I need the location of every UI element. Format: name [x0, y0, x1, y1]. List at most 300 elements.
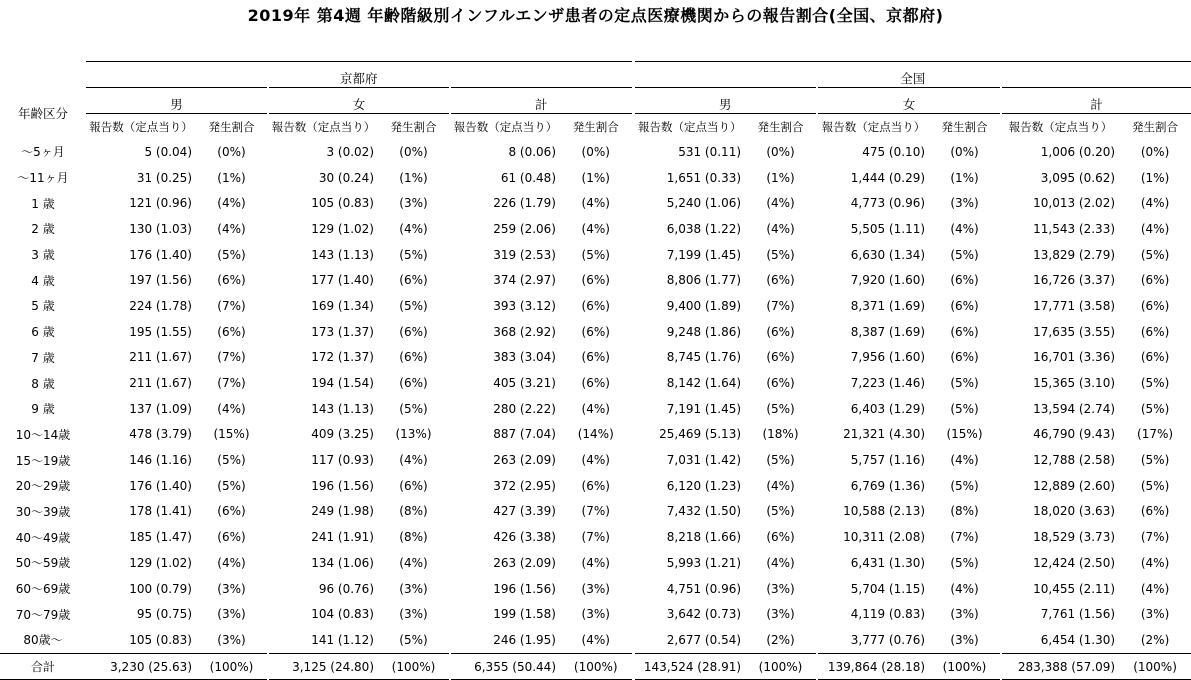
national-female-pct-cell: (5%): [950, 376, 979, 391]
kyoto-male-pct-cell: (3%): [217, 632, 246, 647]
kyoto-male-count-cell: 146 (1.16): [129, 453, 192, 468]
table-row: [0, 242, 1191, 268]
age-header-spacer: [0, 62, 86, 88]
national-female-count-cell: 6,403 (1.29): [817, 396, 929, 422]
national-male-pct-cell: (100%): [745, 653, 817, 680]
kyoto-male-count-cell: 176 (1.40): [129, 478, 192, 493]
kyoto-female-count-cell: 177 (1.40): [268, 267, 378, 293]
table-row: [0, 165, 1191, 191]
kyoto-male-pct-cell: (4%): [217, 221, 246, 236]
kyoto-female-pct-cell: (4%): [399, 453, 428, 468]
national-male-count-cell: 3,642 (0.73): [633, 601, 745, 627]
age-cell: ～5ヶ月: [21, 145, 65, 160]
kyoto-female-count-cell: 105 (0.83): [268, 190, 378, 216]
national-total-count-cell: 13,829 (2.79): [1001, 242, 1119, 268]
national-total-pct-cell: (5%): [1140, 453, 1170, 468]
national-male-pct-cell: (5%): [766, 453, 795, 468]
national-female-count-cell: 3,777 (0.76): [817, 627, 929, 653]
national-total-count-cell: 1,006 (0.20): [1001, 139, 1119, 165]
kyoto-total-header: 計: [450, 88, 633, 114]
kyoto-male-pct-cell: (6%): [217, 273, 246, 288]
kyoto-female-count-cell: 3 (0.02): [268, 139, 378, 165]
national-total-pct-cell: (6%): [1140, 298, 1170, 313]
kyoto-male-count-cell: 211 (1.67): [129, 350, 192, 365]
kyoto-total-count-cell: 246 (1.95): [450, 627, 560, 653]
national-male-pct-cell: (18%): [762, 427, 799, 442]
kyoto-female-pct-cell: (13%): [395, 427, 432, 442]
age-cell: 合計: [0, 653, 86, 680]
kyoto-male-pct-cell: (3%): [217, 581, 246, 596]
table-row: [0, 422, 1191, 448]
kyoto-male-pct-cell: (7%): [217, 298, 246, 313]
kyoto-total-count-cell: 372 (2.95): [450, 473, 560, 499]
kyoto-male-count-cell: 105 (0.83): [129, 632, 192, 647]
kyoto-male-pct-cell: (6%): [217, 324, 246, 339]
national-female-pct-cell: (4%): [950, 221, 979, 236]
national-total-count-cell: 16,701 (3.36): [1001, 345, 1119, 371]
kyoto-male-count-cell: 100 (0.79): [129, 581, 192, 596]
kyoto-male-count-cell: 478 (3.79): [129, 427, 192, 442]
national-total-count-cell: 17,771 (3.58): [1001, 293, 1119, 319]
national-total-count-cell: 18,020 (3.63): [1001, 499, 1119, 525]
kyoto-male-pct-cell: (3%): [217, 607, 246, 622]
kyoto-total-count-cell: 319 (2.53): [450, 242, 560, 268]
age-cell: 6 歳: [31, 325, 55, 340]
national-female-count-cell: 5,704 (1.15): [817, 576, 929, 602]
age-cell: 4 歳: [31, 273, 55, 288]
national-female-pct-cell: (5%): [950, 478, 979, 493]
table-row: [0, 499, 1191, 525]
national-female-pct-cell: (4%): [950, 453, 979, 468]
kyoto-total-count-cell: 426 (3.38): [450, 524, 560, 550]
kyoto-male-count-cell: 137 (1.09): [129, 401, 192, 416]
kyoto-total-count-cell: 405 (3.21): [450, 370, 560, 396]
kyoto-total-pct-cell: (6%): [560, 293, 633, 319]
kyoto-total-count-cell: 263 (2.09): [450, 550, 560, 576]
age-cell: 70～79歳: [15, 607, 71, 622]
national-female-pct-cell: (6%): [950, 273, 979, 288]
kyoto-female-pct-cell: (0%): [399, 144, 428, 159]
kyoto-total-count-cell: 280 (2.22): [450, 396, 560, 422]
national-male-count-cell: 531 (0.11): [633, 139, 745, 165]
table-row: [0, 576, 1191, 602]
national-female-count-cell: 6,431 (1.30): [817, 550, 929, 576]
kyoto-female-count-cell: 129 (1.02): [268, 216, 378, 242]
kyoto-total-pct-cell: (6%): [560, 319, 633, 345]
table-row: [0, 473, 1191, 499]
table-row: [0, 216, 1191, 242]
national-male-count-cell: 5,240 (1.06): [633, 190, 745, 216]
national-total-count-header: 報告数（定点当り）: [1001, 114, 1119, 140]
age-cell: 60～69歳: [15, 582, 71, 597]
national-female-pct-cell: (4%): [950, 581, 979, 596]
national-total-pct-cell: (6%): [1140, 350, 1170, 365]
national-total-pct-cell: (5%): [1140, 376, 1170, 391]
national-total-count-cell: 10,455 (2.11): [1001, 576, 1119, 602]
table-row: [0, 139, 1191, 165]
national-male-count-cell: 8,142 (1.64): [633, 370, 745, 396]
kyoto-female-pct-cell: (3%): [399, 581, 428, 596]
national-total-pct-cell: (4%): [1140, 221, 1170, 236]
national-female-pct-cell: (7%): [950, 530, 979, 545]
kyoto-male-count-cell: 5 (0.04): [144, 144, 192, 159]
kyoto-male-pct-cell: (0%): [217, 144, 246, 159]
national-male-count-cell: 7,432 (1.50): [633, 499, 745, 525]
national-total-pct-cell: (4%): [1140, 196, 1170, 211]
kyoto-female-count-cell: 96 (0.76): [268, 576, 378, 602]
national-male-count-cell: 143,524 (28.91): [633, 653, 745, 680]
national-male-pct-cell: (7%): [766, 298, 795, 313]
national-female-count-cell: 8,371 (1.69): [817, 293, 929, 319]
age-cell: 2 歳: [31, 222, 55, 237]
national-female-count-cell: 8,387 (1.69): [817, 319, 929, 345]
national-total-pct-cell: (7%): [1140, 530, 1170, 545]
table-row: [0, 370, 1191, 396]
national-female-pct-cell: (5%): [950, 401, 979, 416]
national-total-pct-cell: (4%): [1140, 581, 1170, 596]
national-female-count-cell: 6,630 (1.34): [817, 242, 929, 268]
national-total-pct-cell: (6%): [1140, 273, 1170, 288]
age-cell: 3 歳: [31, 248, 55, 263]
kyoto-female-pct-cell: (5%): [399, 247, 428, 262]
national-male-count-cell: 4,751 (0.96): [633, 576, 745, 602]
national-total-pct-cell: (5%): [1140, 401, 1170, 416]
kyoto-female-header: 女: [268, 88, 450, 114]
kyoto-total-pct-cell: (3%): [560, 601, 633, 627]
kyoto-male-pct-cell: (5%): [217, 453, 246, 468]
kyoto-female-count-cell: 134 (1.06): [268, 550, 378, 576]
kyoto-total-count-cell: 6,355 (50.44): [450, 653, 560, 680]
national-female-pct-cell: (3%): [950, 196, 979, 211]
national-total-count-cell: 12,788 (2.58): [1001, 447, 1119, 473]
table-row: [0, 345, 1191, 371]
national-total-count-cell: 11,543 (2.33): [1001, 216, 1119, 242]
age-cell: 30～39歳: [15, 504, 71, 519]
kyoto-total-count-cell: 8 (0.06): [450, 139, 560, 165]
national-male-pct-cell: (6%): [766, 376, 795, 391]
kyoto-male-count-cell: 95 (0.75): [136, 607, 192, 622]
national-male-count-cell: 8,745 (1.76): [633, 345, 745, 371]
kyoto-male-header: 男: [86, 88, 268, 114]
national-male-pct-cell: (0%): [766, 144, 795, 159]
national-female-count-cell: 7,920 (1.60): [817, 267, 929, 293]
national-female-count-cell: 139,864 (28.18): [817, 653, 929, 680]
national-female-count-cell: 10,588 (2.13): [817, 499, 929, 525]
kyoto-total-pct-cell: (6%): [560, 370, 633, 396]
kyoto-male-pct-header: 発生割合: [208, 119, 255, 134]
kyoto-total-pct-cell: (4%): [560, 627, 633, 653]
table-row: [0, 627, 1191, 653]
national-male-pct-cell: (4%): [766, 221, 795, 236]
national-total-count-cell: 18,529 (3.73): [1001, 524, 1119, 550]
national-male-pct-cell: (6%): [766, 324, 795, 339]
kyoto-male-pct-cell: (4%): [217, 196, 246, 211]
kyoto-total-count-cell: 61 (0.48): [450, 165, 560, 191]
kyoto-total-pct-cell: (6%): [560, 267, 633, 293]
national-male-count-cell: 9,248 (1.86): [633, 319, 745, 345]
kyoto-female-pct-cell: (5%): [399, 298, 428, 313]
kyoto-total-count-cell: 374 (2.97): [450, 267, 560, 293]
region-header-national: 全国: [633, 62, 1191, 88]
kyoto-total-pct-cell: (4%): [560, 447, 633, 473]
kyoto-male-pct-cell: (1%): [217, 170, 246, 185]
national-male-count-cell: 7,031 (1.42): [633, 447, 745, 473]
kyoto-female-pct-cell: (6%): [399, 273, 428, 288]
kyoto-male-count-cell: 195 (1.55): [129, 324, 192, 339]
kyoto-female-count-cell: 104 (0.83): [268, 601, 378, 627]
age-cell: 80歳～: [23, 633, 63, 648]
national-total-pct-cell: (5%): [1140, 478, 1170, 493]
national-male-header: 男: [633, 88, 817, 114]
national-male-count-cell: 5,993 (1.21): [633, 550, 745, 576]
national-male-count-cell: 7,191 (1.45): [633, 396, 745, 422]
kyoto-total-pct-header: 発生割合: [560, 114, 633, 140]
national-female-pct-header: 発生割合: [941, 119, 988, 134]
kyoto-female-count-cell: 173 (1.37): [268, 319, 378, 345]
national-total-pct-cell: (0%): [1140, 144, 1170, 159]
kyoto-female-count-cell: 249 (1.98): [268, 499, 378, 525]
kyoto-female-count-cell: 172 (1.37): [268, 345, 378, 371]
national-female-count-cell: 21,321 (4.30): [817, 422, 929, 448]
age-cell: 7 歳: [31, 350, 55, 365]
kyoto-male-count-cell: 178 (1.41): [129, 504, 192, 519]
age-cell: 50～59歳: [15, 556, 71, 571]
kyoto-male-pct-cell: (15%): [213, 427, 250, 442]
kyoto-female-pct-cell: (100%): [378, 653, 450, 680]
kyoto-total-pct-cell: (0%): [560, 139, 633, 165]
national-total-count-cell: 12,889 (2.60): [1001, 473, 1119, 499]
age-column-header: 年齢区分: [17, 106, 68, 122]
national-total-pct-header: 発生割合: [1132, 119, 1179, 134]
kyoto-female-count-header: 報告数（定点当り）: [268, 114, 378, 140]
kyoto-female-count-cell: 30 (0.24): [268, 165, 378, 191]
national-female-count-cell: 7,956 (1.60): [817, 345, 929, 371]
age-cell: 1 歳: [31, 196, 55, 211]
kyoto-total-count-cell: 199 (1.58): [450, 601, 560, 627]
national-total-count-cell: 13,594 (2.74): [1001, 396, 1119, 422]
national-total-pct-cell: (100%): [1119, 653, 1191, 680]
kyoto-male-pct-cell: (7%): [217, 376, 246, 391]
national-total-pct-cell: (6%): [1140, 324, 1170, 339]
kyoto-total-count-cell: 196 (1.56): [450, 576, 560, 602]
national-female-count-cell: 475 (0.10): [817, 139, 929, 165]
national-male-pct-cell: (2%): [766, 632, 795, 647]
national-male-pct-cell: (6%): [766, 530, 795, 545]
national-female-pct-cell: (5%): [950, 555, 979, 570]
kyoto-male-count-header: 報告数（定点当り）: [89, 119, 193, 134]
national-male-pct-cell: (5%): [766, 401, 795, 416]
age-cell: 8 歳: [31, 376, 55, 391]
kyoto-total-pct-cell: (6%): [560, 473, 633, 499]
kyoto-male-count-cell: 197 (1.56): [129, 273, 192, 288]
national-total-count-cell: 15,365 (3.10): [1001, 370, 1119, 396]
age-cell: 40～49歳: [15, 530, 71, 545]
national-female-count-cell: 5,505 (1.11): [817, 216, 929, 242]
kyoto-female-count-cell: 409 (3.25): [268, 422, 378, 448]
kyoto-male-pct-cell: (7%): [217, 350, 246, 365]
national-total-header: 計: [1001, 88, 1191, 114]
national-total-count-cell: 6,454 (1.30): [1001, 627, 1119, 653]
kyoto-total-pct-cell: (1%): [560, 165, 633, 191]
table-row: [0, 550, 1191, 576]
table-row: [0, 524, 1191, 550]
kyoto-female-pct-header: 発生割合: [390, 119, 437, 134]
national-total-pct-cell: (2%): [1140, 632, 1170, 647]
national-male-pct-cell: (4%): [766, 478, 795, 493]
kyoto-total-pct-cell: (4%): [560, 396, 633, 422]
kyoto-male-count-cell: 121 (0.96): [129, 196, 192, 211]
kyoto-total-pct-cell: (5%): [560, 242, 633, 268]
kyoto-total-pct-cell: (4%): [560, 216, 633, 242]
national-male-count-cell: 9,400 (1.89): [633, 293, 745, 319]
kyoto-male-pct-cell: (5%): [217, 247, 246, 262]
national-female-count-cell: 4,773 (0.96): [817, 190, 929, 216]
age-cell: 10～14歳: [15, 427, 71, 442]
kyoto-female-count-cell: 143 (1.13): [268, 242, 378, 268]
national-male-pct-cell: (3%): [766, 607, 795, 622]
kyoto-total-count-cell: 393 (3.12): [450, 293, 560, 319]
kyoto-male-count-cell: 3,230 (25.63): [86, 653, 196, 680]
national-female-count-cell: 1,444 (0.29): [817, 165, 929, 191]
kyoto-male-count-cell: 185 (1.47): [129, 530, 192, 545]
kyoto-total-pct-cell: (4%): [560, 550, 633, 576]
kyoto-total-count-cell: 263 (2.09): [450, 447, 560, 473]
national-total-count-cell: 46,790 (9.43): [1001, 422, 1119, 448]
national-total-pct-cell: (17%): [1137, 427, 1174, 442]
table-row: [0, 190, 1191, 216]
national-male-pct-cell: (5%): [766, 247, 795, 262]
national-total-count-cell: 7,761 (1.56): [1001, 601, 1119, 627]
national-female-pct-cell: (3%): [950, 607, 979, 622]
kyoto-total-count-cell: 887 (7.04): [450, 422, 560, 448]
table-row: [0, 601, 1191, 627]
national-male-pct-cell: (6%): [766, 350, 795, 365]
national-female-pct-cell: (8%): [950, 504, 979, 519]
kyoto-total-count-cell: 226 (1.79): [450, 190, 560, 216]
national-total-count-cell: 16,726 (3.37): [1001, 267, 1119, 293]
national-total-pct-cell: (3%): [1140, 607, 1170, 622]
national-female-pct-cell: (6%): [950, 350, 979, 365]
national-female-count-cell: 4,119 (0.83): [817, 601, 929, 627]
national-total-count-cell: 3,095 (0.62): [1001, 165, 1119, 191]
kyoto-female-pct-cell: (5%): [399, 632, 428, 647]
national-female-count-cell: 6,769 (1.36): [817, 473, 929, 499]
national-male-count-cell: 7,199 (1.45): [633, 242, 745, 268]
kyoto-total-count-header: 報告数（定点当り）: [450, 114, 560, 140]
kyoto-female-pct-cell: (3%): [399, 196, 428, 211]
influenza-report-table: [0, 61, 1191, 680]
national-male-pct-cell: (5%): [766, 504, 795, 519]
national-total-pct-cell: (6%): [1140, 504, 1170, 519]
kyoto-female-count-cell: 169 (1.34): [268, 293, 378, 319]
national-male-pct-header: 発生割合: [757, 119, 804, 134]
kyoto-female-pct-cell: (4%): [399, 221, 428, 236]
national-female-count-header: 報告数（定点当り）: [817, 114, 929, 140]
kyoto-female-count-cell: 196 (1.56): [268, 473, 378, 499]
national-female-count-cell: 5,757 (1.16): [817, 447, 929, 473]
kyoto-female-count-cell: 3,125 (24.80): [268, 653, 378, 680]
kyoto-female-count-cell: 194 (1.54): [268, 370, 378, 396]
page-title: 2019年 第4週 年齢階級別インフルエンザ患者の定点医療機関からの報告割合(全国、京都府): [247, 6, 944, 25]
kyoto-total-pct-cell: (4%): [560, 190, 633, 216]
kyoto-total-count-cell: 368 (2.92): [450, 319, 560, 345]
kyoto-total-count-cell: 427 (3.39): [450, 499, 560, 525]
national-male-count-cell: 2,677 (0.54): [633, 627, 745, 653]
age-cell: 9 歳: [31, 402, 55, 417]
age-cell: 15～19歳: [15, 453, 71, 468]
national-total-count-cell: 10,013 (2.02): [1001, 190, 1119, 216]
kyoto-total-pct-cell: (14%): [560, 422, 633, 448]
national-male-pct-cell: (3%): [766, 581, 795, 596]
national-female-pct-cell: (6%): [950, 298, 979, 313]
kyoto-male-count-cell: 130 (1.03): [129, 221, 192, 236]
kyoto-female-pct-cell: (1%): [399, 170, 428, 185]
kyoto-total-count-cell: 383 (3.04): [450, 345, 560, 371]
national-male-count-cell: 6,120 (1.23): [633, 473, 745, 499]
national-female-count-cell: 10,311 (2.08): [817, 524, 929, 550]
total-row: [0, 653, 1191, 680]
table-row: [0, 319, 1191, 345]
national-male-count-cell: 25,469 (5.13): [633, 422, 745, 448]
kyoto-total-pct-cell: (3%): [560, 576, 633, 602]
national-female-pct-cell: (6%): [950, 324, 979, 339]
age-cell: 20～29歳: [15, 479, 71, 494]
table-row: [0, 267, 1191, 293]
national-male-count-cell: 8,806 (1.77): [633, 267, 745, 293]
kyoto-total-pct-cell: (6%): [560, 345, 633, 371]
table-row: [0, 396, 1191, 422]
national-total-count-cell: 283,388 (57.09): [1001, 653, 1119, 680]
kyoto-female-count-cell: 241 (1.91): [268, 524, 378, 550]
kyoto-total-pct-cell: (7%): [560, 499, 633, 525]
kyoto-female-pct-cell: (3%): [399, 607, 428, 622]
kyoto-male-count-cell: 176 (1.40): [129, 247, 192, 262]
national-male-pct-cell: (1%): [766, 170, 795, 185]
national-male-count-header: 報告数（定点当り）: [633, 114, 745, 140]
age-cell: ～11ヶ月: [17, 171, 69, 186]
table-row: [0, 293, 1191, 319]
national-total-count-cell: 12,424 (2.50): [1001, 550, 1119, 576]
kyoto-female-pct-cell: (8%): [399, 504, 428, 519]
kyoto-female-pct-cell: (6%): [399, 376, 428, 391]
kyoto-male-pct-cell: (6%): [217, 530, 246, 545]
national-female-pct-cell: (0%): [950, 144, 979, 159]
kyoto-female-count-cell: 141 (1.12): [268, 627, 378, 653]
kyoto-male-count-cell: 129 (1.02): [129, 555, 192, 570]
national-male-pct-cell: (6%): [766, 273, 795, 288]
kyoto-male-pct-cell: (6%): [217, 504, 246, 519]
national-female-pct-cell: (100%): [929, 653, 1001, 680]
kyoto-female-count-cell: 143 (1.13): [268, 396, 378, 422]
national-female-pct-cell: (1%): [950, 170, 979, 185]
kyoto-total-pct-cell: (7%): [560, 524, 633, 550]
national-female-pct-cell: (15%): [946, 427, 983, 442]
kyoto-total-count-cell: 259 (2.06): [450, 216, 560, 242]
national-total-pct-cell: (1%): [1140, 170, 1170, 185]
national-total-count-cell: 17,635 (3.55): [1001, 319, 1119, 345]
region-header-kyoto: 京都府: [86, 62, 633, 88]
kyoto-female-pct-cell: (8%): [399, 530, 428, 545]
kyoto-female-pct-cell: (5%): [399, 401, 428, 416]
kyoto-total-pct-cell: (100%): [560, 653, 633, 680]
national-female-header: 女: [817, 88, 1001, 114]
kyoto-male-pct-cell: (4%): [217, 555, 246, 570]
kyoto-female-count-cell: 117 (0.93): [268, 447, 378, 473]
kyoto-female-pct-cell: (6%): [399, 478, 428, 493]
kyoto-female-pct-cell: (4%): [399, 555, 428, 570]
table-row: [0, 447, 1191, 473]
national-male-count-cell: 8,218 (1.66): [633, 524, 745, 550]
